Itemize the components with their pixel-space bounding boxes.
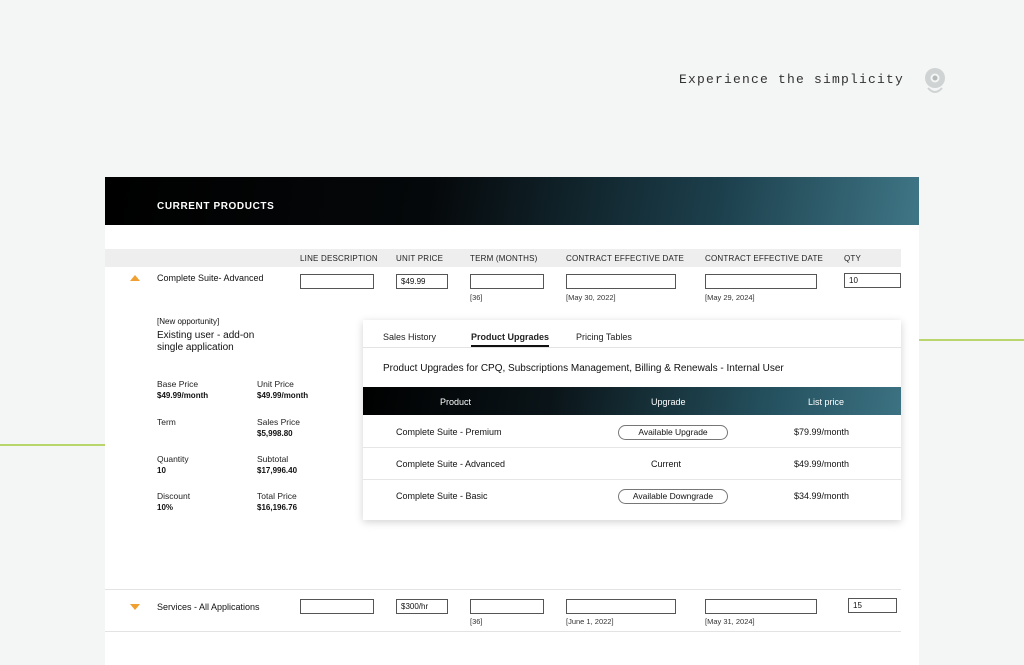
upgrade-list-price: $34.99/month — [794, 491, 850, 501]
row-divider — [105, 631, 901, 632]
contract-start-note: [June 1, 2022] — [566, 617, 614, 626]
column-header-unit-price: UNIT PRICE — [396, 254, 444, 263]
unit-price-input[interactable] — [396, 274, 448, 289]
upgrade-status: Current — [651, 459, 682, 469]
opportunity-tag: [New opportunity] — [157, 317, 220, 326]
term-note: [36] — [470, 617, 483, 626]
column-header-term: TERM (MONTHS) — [470, 254, 538, 263]
pricing-value: 10% — [157, 503, 174, 512]
pricing-label: Sales Price — [257, 417, 300, 427]
upgrade-product: Complete Suite - Basic — [396, 491, 488, 501]
pricing-label: Quantity — [157, 454, 189, 464]
caret-up-icon[interactable] — [130, 275, 140, 281]
upgrade-list-price: $49.99/month — [794, 459, 850, 469]
tab-product-upgrades[interactable]: Product Upgrades — [471, 332, 550, 342]
pricing-label: Term — [157, 417, 176, 427]
column-header-contract-end: CONTRACT EFFECTIVE DATE — [705, 254, 824, 263]
pricing-value: 10 — [157, 466, 166, 475]
line-description-input[interactable] — [300, 599, 374, 614]
unit-price-input[interactable] — [396, 599, 448, 614]
column-header-line-description: LINE DESCRIPTION — [300, 254, 378, 263]
card-header — [105, 177, 919, 225]
product-upgrades-panel — [363, 320, 901, 520]
card-title: CURRENT PRODUCTS — [157, 201, 275, 212]
tab-sales-history[interactable]: Sales History — [383, 332, 437, 342]
panel-subtitle: Product Upgrades for CPQ, Subscriptions Management, Billing & Renewals - Internal User — [383, 363, 784, 374]
caret-down-icon[interactable] — [130, 604, 140, 610]
term-input[interactable] — [470, 274, 544, 289]
row-name[interactable]: Services - All Applications — [157, 602, 260, 612]
pricing-label: Subtotal — [257, 454, 289, 464]
available-downgrade-button[interactable]: Available Downgrade — [618, 489, 728, 504]
tagline: Experience the simplicity — [679, 72, 905, 87]
tab-divider — [363, 347, 901, 348]
current-products-card — [105, 177, 919, 665]
qty-input[interactable] — [848, 598, 897, 613]
pricing-label: Base Price — [157, 379, 199, 389]
pricing-value: $49.99/month — [157, 391, 209, 400]
decorative-line-right — [918, 339, 1024, 341]
term-note: [36] — [470, 293, 483, 302]
pricing-value: $5,998.80 — [257, 429, 293, 438]
decorative-line-left — [0, 444, 106, 446]
pricing-value: $16,196.76 — [257, 503, 298, 512]
row-name[interactable]: Complete Suite- Advanced — [157, 273, 264, 283]
location-pin-icon — [922, 66, 948, 96]
qty-input[interactable] — [844, 273, 901, 288]
term-input[interactable] — [470, 599, 544, 614]
header-product: Product — [440, 397, 472, 407]
pricing-label: Discount — [157, 491, 191, 501]
row-divider — [105, 589, 901, 590]
column-header-qty: QTY — [844, 254, 862, 263]
header-upgrade: Upgrade — [651, 397, 686, 407]
pricing-value: $49.99/month — [257, 391, 309, 400]
upgrade-product: Complete Suite - Premium — [396, 427, 502, 437]
contract-end-note: [May 29, 2024] — [705, 293, 755, 302]
opportunity-description: Existing user - add-on single application — [157, 330, 255, 353]
contract-start-note: [May 30, 2022] — [566, 293, 616, 302]
header-list-price: List price — [808, 397, 845, 407]
upgrade-list-price: $79.99/month — [794, 427, 850, 437]
column-header-contract-start: CONTRACT EFFECTIVE DATE — [566, 254, 685, 263]
pricing-value: $17,996.40 — [257, 466, 298, 475]
tab-pricing-tables[interactable]: Pricing Tables — [576, 332, 632, 342]
pricing-label: Unit Price — [257, 379, 294, 389]
line-description-input[interactable] — [300, 274, 374, 289]
upgrade-product: Complete Suite - Advanced — [396, 459, 506, 469]
pricing-label: Total Price — [257, 491, 297, 501]
contract-end-note: [May 31, 2024] — [705, 617, 755, 626]
table-row-divider — [363, 479, 901, 480]
table-row-divider — [363, 447, 901, 448]
contract-end-input[interactable] — [705, 274, 817, 289]
available-upgrade-button[interactable]: Available Upgrade — [618, 425, 728, 440]
contract-start-input[interactable] — [566, 599, 676, 614]
contract-start-input[interactable] — [566, 274, 676, 289]
contract-end-input[interactable] — [705, 599, 817, 614]
